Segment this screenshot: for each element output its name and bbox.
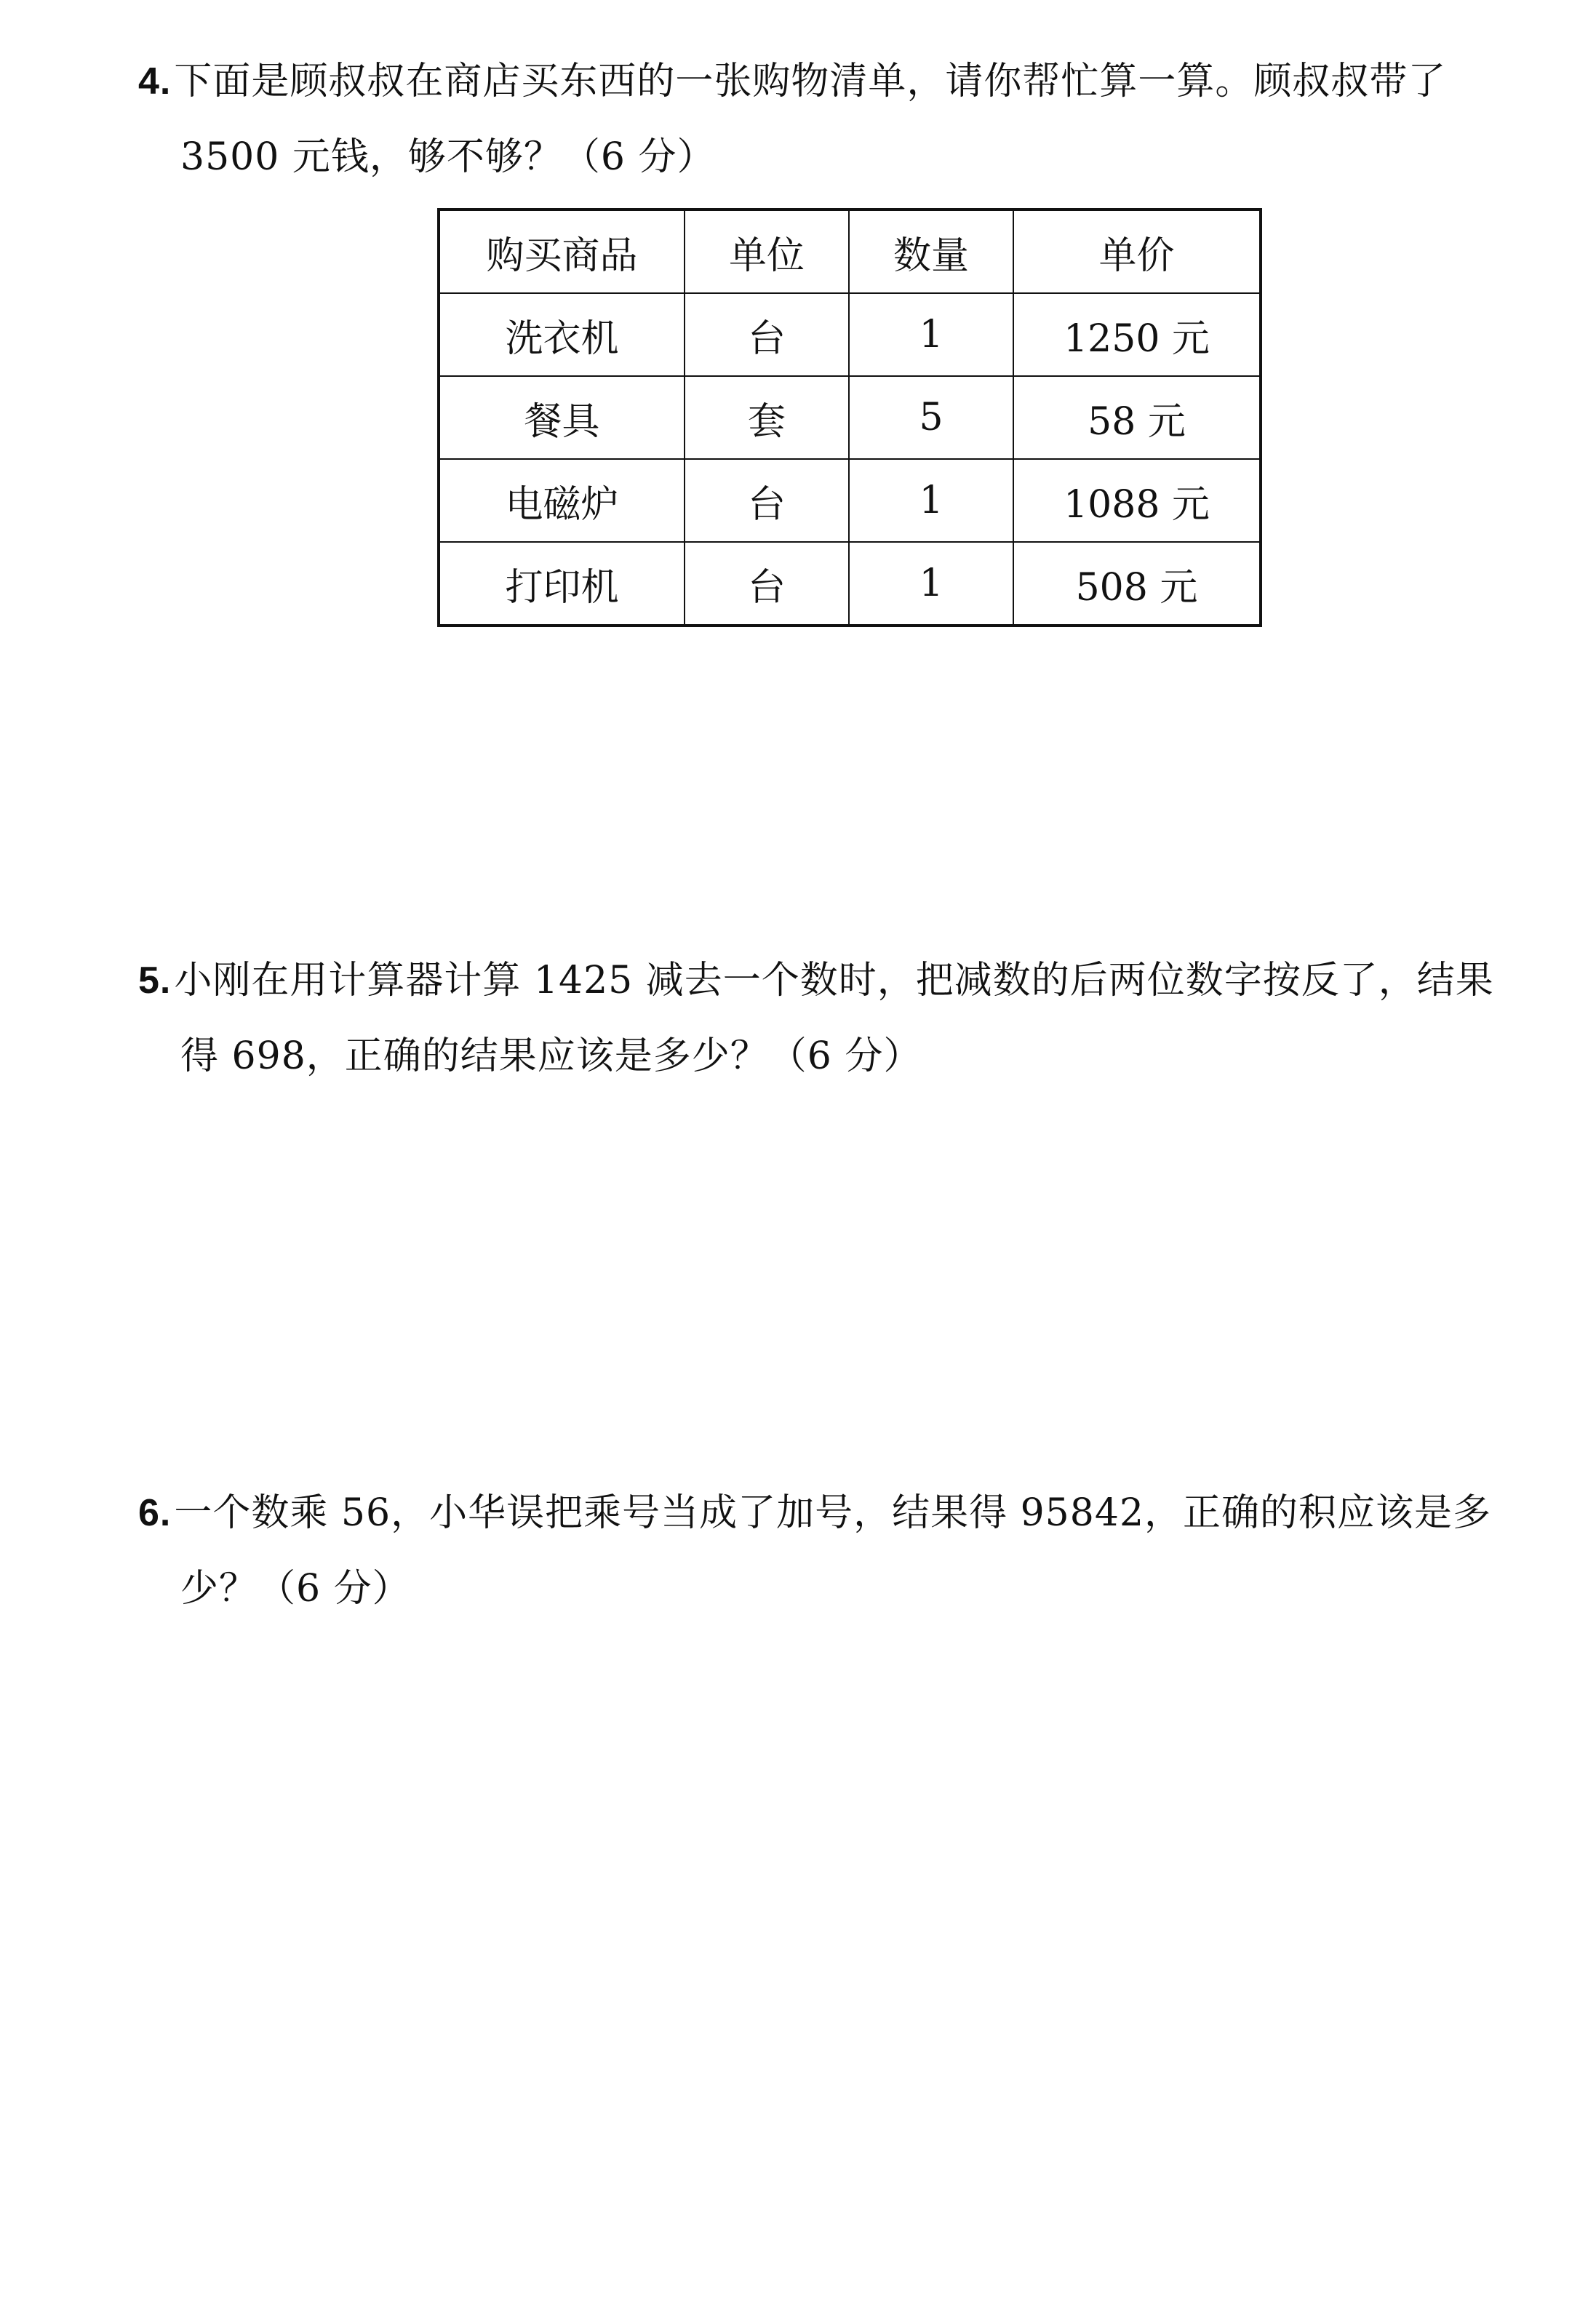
problem-6-number: 6. — [138, 1492, 172, 1534]
header-quantity: 数量 — [849, 210, 1013, 293]
cell-quantity: 1 — [849, 459, 1013, 542]
cell-unit: 台 — [685, 459, 849, 542]
cell-item: 餐具 — [439, 376, 685, 459]
cell-unit-price: 1088 元 — [1013, 459, 1261, 542]
problem-5-text-line1: 小刚在用计算器计算 1425 减去一个数时，把减数的后两位数字按反了，结果 — [174, 959, 1494, 1002]
cell-quantity: 1 — [849, 293, 1013, 376]
problem-5-text-line2: 得 698，正确的结果应该是多少？（6 分） — [180, 1034, 922, 1078]
problem-4 — [138, 44, 1520, 195]
cell-unit: 台 — [685, 293, 849, 376]
problem-6 — [138, 1475, 1520, 1627]
table-header-row — [439, 210, 1261, 293]
cell-quantity: 5 — [849, 376, 1013, 459]
problem-4-number: 4. — [138, 60, 172, 103]
cell-unit: 台 — [685, 542, 849, 626]
problem-6-text-line1: 一个数乘 56，小华误把乘号当成了加号，结果得 95842，正确的积应该是多 — [174, 1491, 1492, 1535]
header-unit: 单位 — [685, 210, 849, 293]
problem-4-text-line1: 下面是顾叔叔在商店买东西的一张购物清单，请你帮忙算一算。顾叔叔带了 — [174, 60, 1447, 103]
cell-item: 打印机 — [439, 542, 685, 626]
table-row — [439, 459, 1261, 542]
table-row — [439, 376, 1261, 459]
problem-5-number: 5. — [138, 959, 172, 1002]
table-row — [439, 293, 1261, 376]
cell-item: 洗衣机 — [439, 293, 685, 376]
shopping-list-table — [437, 208, 1262, 627]
header-unit-price: 单价 — [1013, 210, 1261, 293]
table-row — [439, 542, 1261, 626]
problem-4-text-line2: 3500 元钱，够不够？（6 分） — [180, 135, 716, 179]
cell-unit-price: 508 元 — [1013, 542, 1261, 626]
problem-5 — [138, 943, 1520, 1094]
problem-6-text-line2: 少？（6 分） — [180, 1567, 411, 1611]
cell-quantity: 1 — [849, 542, 1013, 626]
cell-unit: 套 — [685, 376, 849, 459]
shopping-list-table-container — [437, 208, 1262, 623]
cell-item: 电磁炉 — [439, 459, 685, 542]
cell-unit-price: 58 元 — [1013, 376, 1261, 459]
cell-unit-price: 1250 元 — [1013, 293, 1261, 376]
header-item: 购买商品 — [439, 210, 685, 293]
